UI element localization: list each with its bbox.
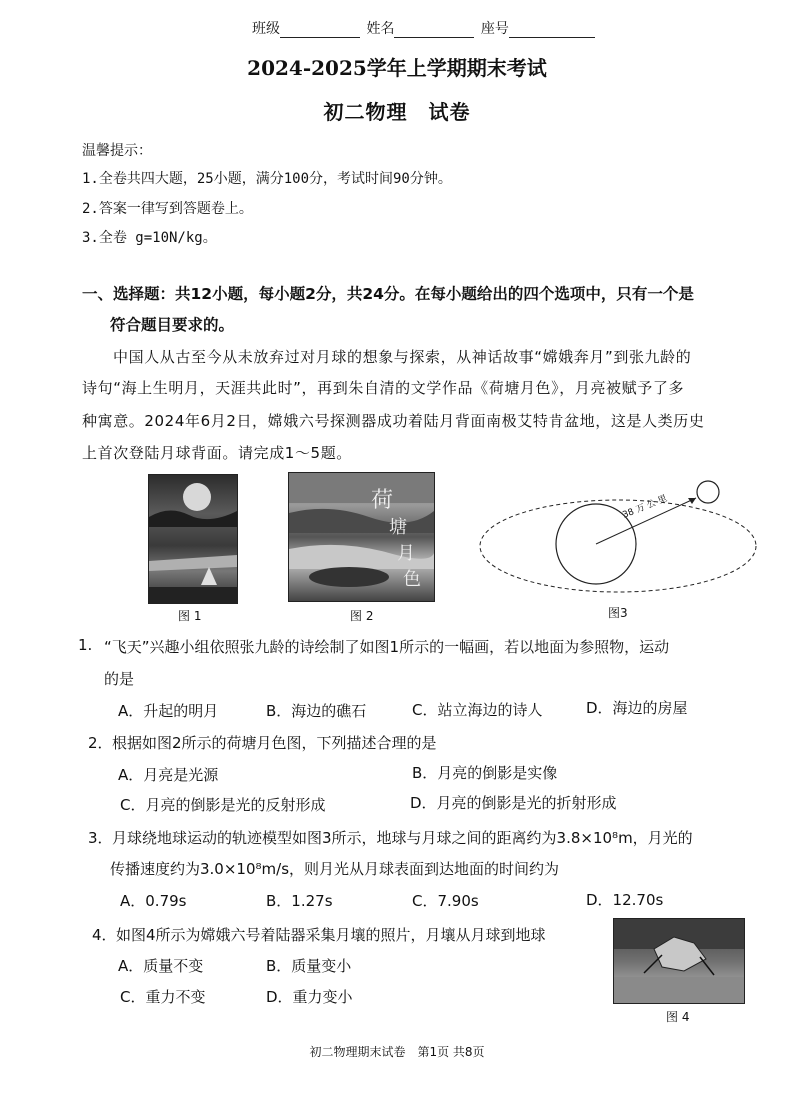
figure-2-char-2: 塘	[389, 517, 407, 538]
figure-1-caption: 图 1	[178, 609, 202, 623]
class-blank[interactable]	[280, 23, 360, 38]
question-2-number: 2．	[88, 734, 113, 752]
moon-circle	[697, 481, 719, 503]
tip-2: 2.答案一律写到答题卷上。	[82, 201, 253, 217]
page-footer: 初二物理期末试卷 第1页 共8页	[309, 1045, 485, 1059]
figure-2-char-4: 色	[403, 569, 421, 590]
figure-1-art	[149, 475, 237, 603]
figure-4-image	[613, 918, 745, 1004]
question-1-option-c[interactable]: C．站立海边的诗人	[412, 701, 543, 719]
question-1-option-a[interactable]: A．升起的明月	[118, 702, 219, 720]
figure-4-caption: 图 4	[666, 1010, 690, 1024]
intro-line-3: 种寓意。2024年6月2日，嫦娥六号探测器成功着陆月背面南极艾特肯盆地，这是人类历史	[82, 412, 705, 430]
figure-3-caption: 图3	[608, 606, 628, 620]
question-3-option-d[interactable]: D．12.70s	[586, 891, 664, 909]
intro-line-1: 中国人从古至今从未放弃过对月球的想象与探索，从神话故事“嫦娥奔月”到张九龄的	[113, 348, 692, 366]
tip-1: 1.全卷共四大题，25小题，满分100分，考试时间90分钟。	[82, 171, 452, 187]
class-label: 班级	[252, 21, 280, 37]
question-1-number: 1.	[78, 636, 93, 654]
question-1-option-b[interactable]: B．海边的礁石	[266, 702, 367, 720]
question-4-option-d[interactable]: D．重力变小	[266, 988, 353, 1006]
question-2-option-b[interactable]: B．月亮的倒影是实像	[412, 764, 558, 782]
exam-title: 2024-2025学年上学期期末考试	[247, 56, 547, 80]
question-1-option-d[interactable]: D．海边的房屋	[586, 699, 688, 717]
question-2-option-d[interactable]: D．月亮的倒影是光的折射形成	[410, 794, 617, 812]
question-4-number: 4．	[92, 926, 117, 944]
distance-label: 38 万 公 里	[621, 493, 669, 521]
figure-2-image	[288, 472, 435, 602]
question-4-option-a[interactable]: A．质量不变	[118, 957, 204, 975]
section1-heading-cont: 符合题目要求的。	[110, 316, 235, 334]
question-3-option-c[interactable]: C．7.90s	[412, 892, 479, 910]
exam-subtitle: 初二物理 试卷	[323, 100, 471, 124]
question-3-option-b[interactable]: B．1.27s	[266, 892, 333, 910]
question-4-option-c[interactable]: C．重力不变	[120, 988, 206, 1006]
name-label: 姓名	[366, 21, 395, 37]
tip-3: 3.全卷 g=10N/kg。	[82, 230, 217, 246]
seat-label: 座号	[480, 21, 509, 37]
question-2-option-a[interactable]: A．月亮是光源	[118, 766, 219, 784]
name-blank[interactable]	[394, 23, 474, 38]
figure-3-orbit-diagram	[476, 474, 760, 604]
figure-2-char-3: 月	[397, 543, 415, 564]
question-3-text-cont: 传播速度约为3.0×10⁸m/s，则月光从月球表面到达地面的时间约为	[110, 860, 560, 878]
intro-line-2: 诗句“海上生明月，天涯共此时”，再到朱自清的文学作品《荷塘月色》，月亮被赋予了多	[82, 379, 685, 397]
question-1-text-cont: 的是	[104, 670, 135, 688]
intro-line-4: 上首次登陆月球背面。请完成1～5题。	[82, 444, 352, 462]
tips-heading: 温馨提示：	[82, 143, 152, 159]
question-4-text: 如图4所示为嫦娥六号着陆器采集月壤的照片，月壤从月球到地球	[116, 926, 546, 944]
figure-4-art	[614, 919, 744, 1003]
question-2-option-c[interactable]: C．月亮的倒影是光的反射形成	[120, 796, 326, 814]
student-info-line	[252, 18, 597, 38]
question-3-option-a[interactable]: A．0.79s	[120, 892, 187, 910]
figure-1-image	[148, 474, 238, 604]
figure-2-char-1: 荷	[371, 488, 394, 513]
question-2-text: 根据如图2所示的荷塘月色图，下列描述合理的是	[112, 734, 437, 752]
question-3-number: 3．	[88, 829, 113, 847]
question-1-text: “飞天”兴趣小组依照张九龄的诗绘制了如图1所示的一幅画，若以地面为参照物，运动	[104, 638, 670, 656]
seat-blank[interactable]	[509, 23, 595, 38]
figure-2-caption: 图 2	[350, 609, 374, 623]
question-4-option-b[interactable]: B．质量变小	[266, 957, 352, 975]
question-3-text: 月球绕地球运动的轨迹模型如图3所示，地球与月球之间的距离约为3.8×10⁸m，月光的	[112, 829, 693, 847]
section1-heading: 一、选择题：共12小题，每小题2分，共24分。在每小题给出的四个选项中，只有一个是	[82, 285, 694, 303]
